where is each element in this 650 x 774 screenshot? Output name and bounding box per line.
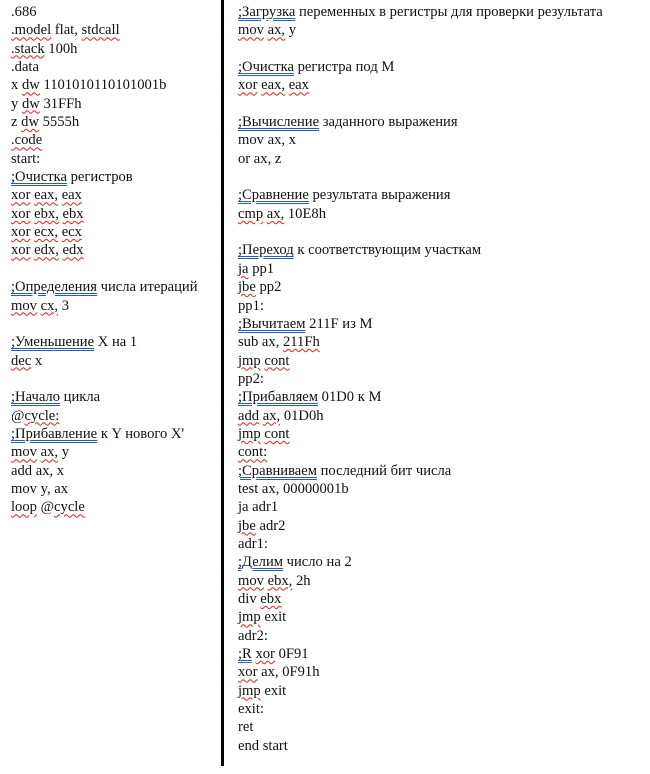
- code-line: [238, 40, 648, 58]
- code-text: @: [11, 407, 25, 424]
- code-text: xor: [238, 77, 258, 94]
- left-code-column: [11, 3, 221, 517]
- code-text: cycle:: [24, 407, 60, 424]
- code-text: .686: [11, 4, 37, 20]
- code-text: 01D0h: [280, 407, 324, 424]
- code-text: or ax, z: [238, 150, 282, 167]
- code-text: adr2:: [238, 627, 268, 644]
- code-line: [238, 95, 648, 113]
- code-line: [11, 425, 221, 443]
- code-text: jmp: [238, 352, 261, 369]
- code-text: mov: [11, 444, 37, 461]
- code-text: к соответствующим участкам: [293, 242, 482, 259]
- code-line: [238, 425, 648, 443]
- code-text: xor: [11, 242, 31, 259]
- code-text: dw: [21, 77, 40, 94]
- code-text: 31FFh: [39, 95, 82, 112]
- code-text: .stack: [11, 40, 45, 57]
- code-line: [238, 260, 648, 278]
- code-line: [238, 572, 648, 590]
- code-text: x: [11, 77, 22, 94]
- code-text: ;R: [238, 646, 252, 663]
- code-text: eax,: [34, 187, 59, 204]
- code-text: y: [285, 22, 296, 39]
- code-line: [11, 150, 221, 168]
- code-text: mov: [238, 22, 264, 39]
- code-text: .code: [11, 132, 43, 149]
- code-line: [238, 498, 648, 516]
- code-text: результата выражения: [308, 187, 451, 204]
- code-line: [11, 315, 221, 333]
- code-line: [238, 150, 648, 168]
- code-text: 211F из M: [305, 315, 373, 332]
- code-text: edx,: [34, 242, 59, 259]
- code-text: .data: [11, 59, 39, 76]
- code-line: [11, 223, 221, 241]
- code-line: [11, 297, 221, 315]
- code-text: ;Вычитаем: [238, 315, 306, 332]
- code-text: ja: [238, 260, 249, 277]
- code-text: pp1:: [238, 297, 264, 314]
- code-line: [11, 131, 221, 149]
- code-line: [11, 462, 221, 480]
- code-line: [238, 168, 648, 186]
- code-text: ax,: [40, 444, 59, 461]
- code-text: mov: [238, 572, 264, 589]
- code-text: ;Прибавление: [11, 425, 98, 442]
- code-text: ;Очистка: [238, 59, 294, 76]
- code-text: переменных в регистры для проверки результата: [295, 4, 603, 20]
- code-text: к Y нового X': [97, 425, 185, 442]
- code-text: ebx: [62, 205, 84, 222]
- code-text: число на 2: [283, 554, 352, 571]
- code-text: div: [238, 591, 261, 607]
- code-text: xor: [11, 187, 31, 204]
- code-line: [238, 388, 648, 406]
- code-line: [238, 462, 648, 480]
- code-text: xor: [238, 664, 258, 681]
- code-text: числа итераций: [96, 279, 198, 296]
- code-text: flat,: [51, 22, 82, 39]
- code-text: ret: [238, 719, 254, 736]
- code-text: ;Сравнение: [238, 187, 309, 204]
- code-text: exit:: [238, 701, 264, 718]
- code-line: [238, 113, 648, 131]
- code-text: cont:: [238, 444, 268, 461]
- code-line: [11, 21, 221, 39]
- code-line: [238, 186, 648, 204]
- code-text: adr2: [255, 517, 286, 534]
- code-text: ;Переход: [238, 242, 294, 259]
- right-code-column: [238, 3, 648, 755]
- code-text: cx,: [40, 297, 59, 314]
- code-line: [11, 333, 221, 351]
- code-text: test ax, 00000001b: [238, 480, 349, 497]
- code-text: cont: [264, 425, 290, 442]
- code-text: ebx,: [267, 572, 293, 589]
- code-text: регистров: [66, 169, 133, 186]
- code-line: [238, 517, 648, 535]
- code-text: dw: [21, 95, 40, 112]
- code-text: dec: [11, 352, 32, 369]
- code-text: exit: [260, 609, 287, 626]
- code-line: [11, 40, 221, 58]
- code-line: [238, 737, 648, 755]
- code-text: ax,: [262, 407, 281, 424]
- code-text: 0F91: [274, 646, 309, 663]
- code-text: ;Вычисление: [238, 114, 320, 131]
- code-text: 100h: [44, 40, 78, 57]
- code-text: ;Уменьшение: [11, 334, 95, 351]
- code-text: jmp: [238, 425, 261, 442]
- code-line: [11, 205, 221, 223]
- code-line: [238, 352, 648, 370]
- code-line: [238, 553, 648, 571]
- code-text: 10E8h: [284, 205, 326, 222]
- code-line: [11, 76, 221, 94]
- code-text: pp2:: [238, 370, 264, 387]
- code-text: xor: [255, 646, 275, 663]
- code-text: 1101010110101001b: [39, 77, 167, 94]
- column-divider: [221, 0, 224, 766]
- code-line: [238, 370, 648, 388]
- code-text: end start: [238, 737, 288, 754]
- code-text: y: [58, 444, 69, 461]
- code-line: [238, 333, 648, 351]
- code-text: ;Загрузка: [238, 4, 296, 20]
- code-line: [11, 278, 221, 296]
- code-text: 5555h: [38, 114, 80, 131]
- code-line: [238, 278, 648, 296]
- code-text: ax, 0F91h: [257, 664, 320, 681]
- code-text: adr1:: [238, 535, 268, 552]
- code-text: add ax, x: [11, 462, 65, 479]
- code-text: ;Очистка: [11, 169, 67, 186]
- code-text: 211Fh: [283, 334, 320, 351]
- code-line: [11, 168, 221, 186]
- code-line: [11, 241, 221, 259]
- code-line: [11, 352, 221, 370]
- code-line: [238, 480, 648, 498]
- code-text: 2h: [292, 572, 311, 589]
- code-text: ebx,: [34, 205, 59, 222]
- code-text: jbe: [238, 279, 256, 296]
- code-line: [11, 370, 221, 388]
- code-text: xor: [11, 224, 31, 241]
- code-text: ;Прибавляем: [238, 389, 319, 406]
- code-text: mov ax, x: [238, 132, 296, 149]
- code-text: xor: [11, 205, 31, 222]
- code-text: loop: [11, 499, 37, 516]
- code-line: [238, 682, 648, 700]
- code-line: [238, 535, 648, 553]
- code-line: [11, 407, 221, 425]
- code-line: [11, 260, 221, 278]
- code-text: cmp: [238, 205, 264, 222]
- code-text: ;Сравниваем: [238, 462, 317, 479]
- code-line: [11, 388, 221, 406]
- code-text: ax,: [267, 22, 286, 39]
- code-line: [238, 76, 648, 94]
- code-line: [238, 131, 648, 149]
- code-text: регистра под M: [293, 59, 395, 76]
- code-text: start:: [11, 150, 41, 167]
- code-line: [11, 480, 221, 498]
- code-text: mov: [11, 297, 37, 314]
- code-line: [11, 186, 221, 204]
- code-line: [238, 608, 648, 626]
- code-text: последний бит числа: [316, 462, 452, 479]
- code-text: eax: [61, 187, 82, 204]
- code-line: [238, 700, 648, 718]
- code-line: [11, 3, 221, 21]
- code-text: edx: [62, 242, 84, 259]
- code-line: [238, 590, 648, 608]
- code-text: jmp: [238, 682, 261, 699]
- code-line: [238, 21, 648, 39]
- code-text: .model: [11, 22, 52, 39]
- code-text: mov y, ax: [11, 480, 69, 497]
- code-line: [238, 443, 648, 461]
- code-line: [238, 297, 648, 315]
- code-line: [238, 645, 648, 663]
- code-text: x: [31, 352, 43, 369]
- code-text: ecx,: [34, 224, 59, 241]
- code-text: 01D0 к M: [318, 389, 382, 406]
- code-text: exit: [260, 682, 287, 699]
- code-text: ;Определения: [11, 279, 97, 296]
- code-line: [238, 223, 648, 241]
- code-text: jbe: [238, 517, 256, 534]
- code-text: ax,: [266, 205, 285, 222]
- code-text: dw: [21, 114, 39, 131]
- code-text: eax: [288, 77, 309, 94]
- code-line: [11, 443, 221, 461]
- code-line: [11, 113, 221, 131]
- code-line: [11, 498, 221, 516]
- code-line: [238, 718, 648, 736]
- code-text: pp1: [248, 260, 275, 277]
- code-text: eax,: [261, 77, 286, 94]
- code-line: [238, 407, 648, 425]
- code-text: jmp: [238, 609, 261, 626]
- code-text: pp2: [255, 279, 282, 296]
- code-text: ja adr1: [238, 499, 279, 516]
- code-text: ebx: [260, 591, 282, 607]
- code-line: [238, 3, 648, 21]
- code-line: [11, 95, 221, 113]
- code-text: cont: [264, 352, 290, 369]
- code-line: [238, 205, 648, 223]
- code-text: ;Начало: [11, 389, 61, 406]
- code-text: stdcall: [81, 22, 120, 39]
- code-line: [11, 58, 221, 76]
- code-text: X на 1: [94, 334, 138, 351]
- code-text: y: [11, 95, 22, 112]
- code-line: [238, 663, 648, 681]
- code-text: ;Делим: [238, 554, 283, 571]
- code-text: add: [238, 407, 260, 424]
- code-text: цикла: [60, 389, 101, 406]
- code-text: 3: [58, 297, 69, 314]
- code-text: заданного выражения: [319, 114, 458, 131]
- code-line: [238, 315, 648, 333]
- code-line: [238, 58, 648, 76]
- code-text: ecx: [61, 224, 82, 241]
- code-line: [238, 241, 648, 259]
- code-line: [238, 627, 648, 645]
- code-text: sub ax,: [238, 334, 283, 351]
- code-text: z: [11, 114, 22, 131]
- code-text: cycle: [54, 499, 85, 516]
- code-text: @: [36, 499, 55, 516]
